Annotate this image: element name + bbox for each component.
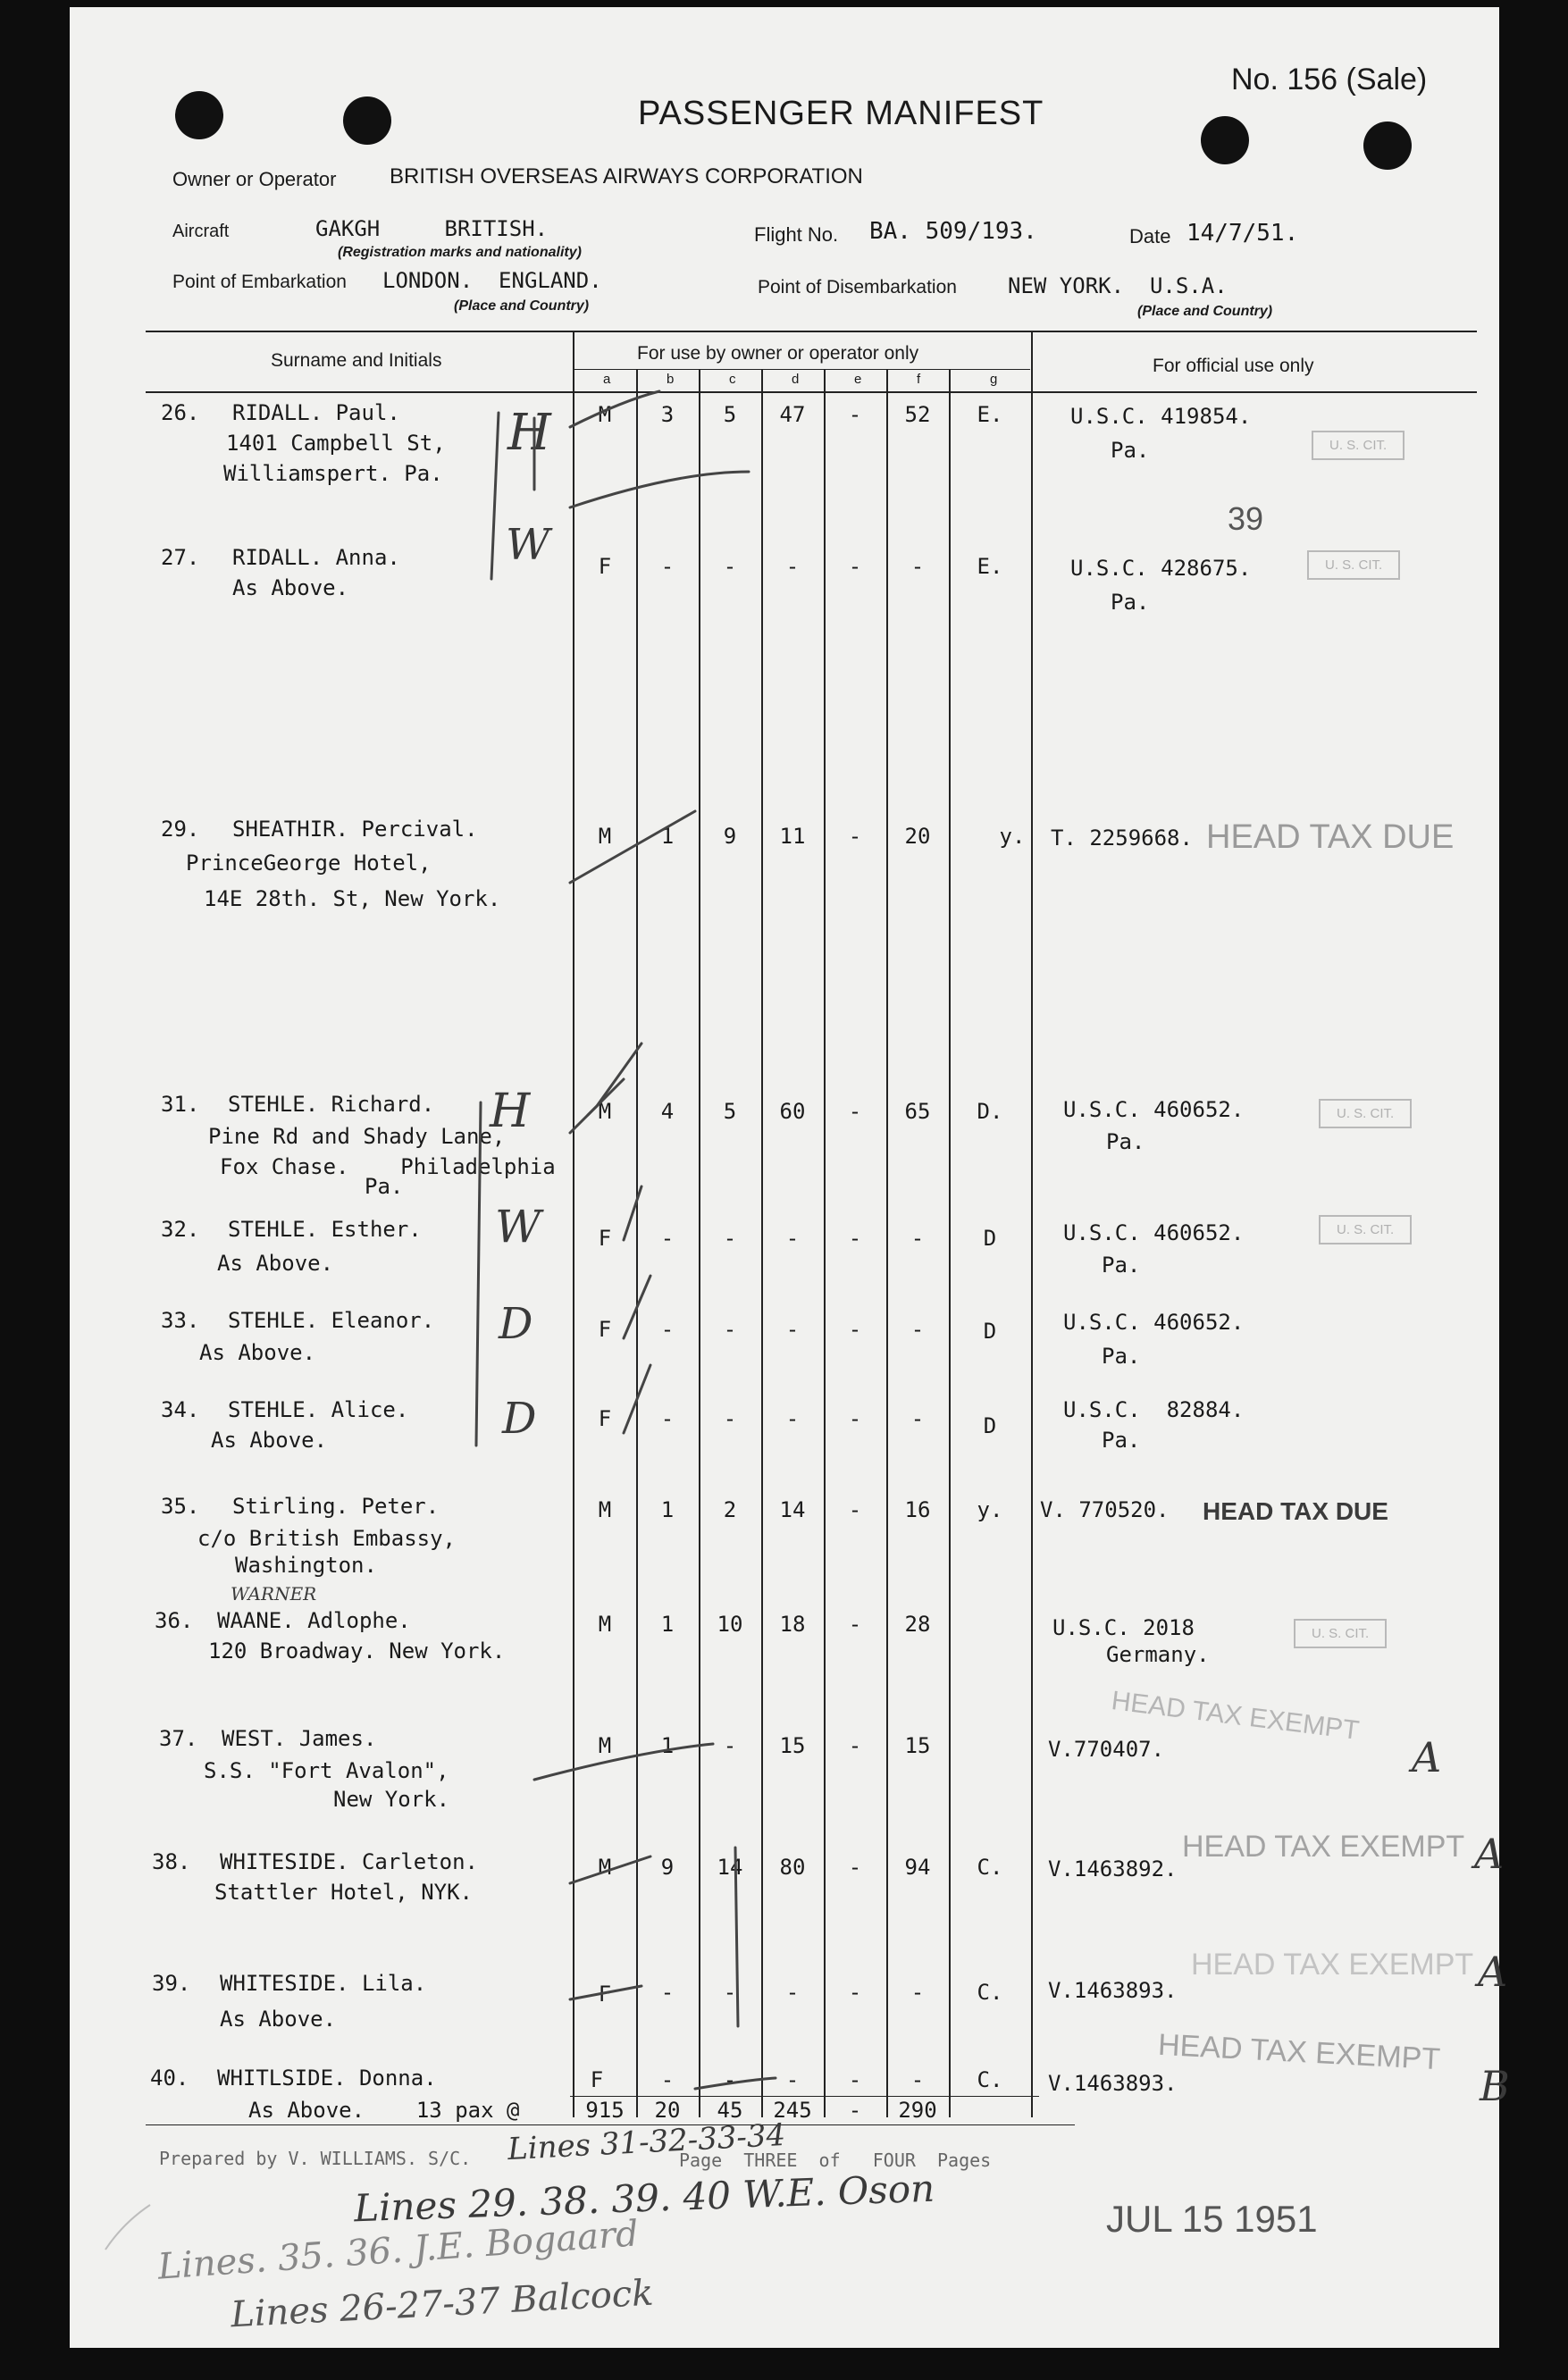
cell-f: - [910,2067,925,2092]
cell-a: M [598,1612,612,1637]
page-title: PASSENGER MANIFEST [638,95,1044,132]
cell-d: 47 [779,402,806,427]
cell-b: - [660,2067,675,2092]
cell-d: 14 [779,1497,806,1522]
row-number: 38. [152,1849,191,1874]
passenger-name: STEHLE. Esther. [228,1217,422,1242]
cell-e: - [848,1497,862,1522]
embarkation-note: (Place and Country) [454,298,590,314]
row-number: 33. [161,1308,200,1333]
cell-a: M [598,824,612,849]
cell-b: 1 [660,1733,675,1758]
head-tax-exempt-stamp: HEAD TAX EXEMPT [1110,1686,1361,1746]
official-id: V.1463893. [1048,1978,1178,2003]
disembarkation-label: Point of Disembarkation [758,277,957,298]
cell-a: F [590,2067,604,2092]
passenger-address: As Above. [232,575,349,600]
cell-g: y. [977,1497,1003,1522]
passenger-address: 1401 Campbell St, [226,431,446,456]
aircraft-value: GAKGH BRITISH. [315,216,549,241]
head-tax-exempt-stamp: HEAD TAX EXEMPT [1157,2027,1441,2077]
cell-d: - [785,2067,800,2092]
cell-c: - [723,1226,737,1251]
cell-e: - [848,2067,862,2092]
cell-b: 9 [660,1855,675,1880]
cell-a: M [598,1099,612,1124]
col-b-header: b [667,372,675,387]
passenger-address: c/o British Embassy, [197,1526,456,1551]
cell-f: 20 [904,824,931,849]
cell-g: E. [977,554,1003,579]
passenger-address: New York. [333,1787,450,1812]
handwritten-lines-note: Lines 29. 38. 39. 40 W.E. Oson [353,2166,935,2231]
passenger-address: Williamspert. Pa. [223,461,443,486]
passenger-address: As Above. [217,1251,334,1276]
handwritten-strokes [70,7,1499,2348]
passenger-name: WHITESIDE. Carleton. [220,1849,478,1874]
passenger-name: STEHLE. Alice. [228,1397,409,1422]
cell-g: C. [977,1855,1003,1880]
official-state: Germany. [1106,1642,1210,1667]
disembarkation-note: (Place and Country) [1137,304,1273,319]
official-id: U.S.C. 428675. [1070,556,1252,581]
surname-header: Surname and Initials [271,350,442,371]
passenger-address: 120 Broadway. New York. [208,1638,506,1663]
passenger-address: Pine Rd and Shady Lane, [208,1124,506,1149]
row-number: 37. [159,1726,198,1751]
passenger-name: STEHLE. Eleanor. [228,1308,435,1333]
row-number: 35. [161,1494,200,1519]
cell-e: - [848,1406,862,1431]
embarkation-value: LONDON. ENGLAND. [382,268,602,293]
cell-g: C. [977,1980,1003,2005]
cell-a: M [598,1497,612,1522]
cell-b: 1 [660,1497,675,1522]
cell-a: M [598,402,612,427]
cell-b: - [660,1980,675,2005]
official-id: U.S.C. 82884. [1063,1397,1245,1422]
official-use-header: For official use only [1153,356,1314,376]
passenger-address: As Above. [199,1340,316,1365]
cell-d: 60 [779,1099,806,1124]
head-tax-exempt-stamp: HEAD TAX EXEMPT [1191,1948,1474,1982]
row-number: 26. [161,400,200,425]
official-id: V.770407. [1048,1737,1165,1762]
official-id: U.S.C. 460652. [1063,1310,1245,1335]
passenger-address: 14E 28th. St, New York. [204,886,501,911]
us-cit-stamp: U. S. CIT. [1319,1215,1412,1244]
official-state: Pa. [1102,1428,1141,1453]
exempt-mark: B [1480,2062,1510,2110]
handwritten-mark: D [502,1394,537,1444]
row-number: 31. [161,1092,200,1117]
cell-d: - [785,1980,800,2005]
total-f: 290 [898,2098,937,2123]
page-count-stamp: 39 [1228,500,1264,537]
cell-e: - [848,1980,862,2005]
handwritten-lines-note: Lines. 35. 36. J.E. Bogaard [156,2213,641,2288]
cell-f: 94 [904,1855,931,1880]
cell-f: - [910,554,925,579]
official-state: Pa. [1102,1344,1141,1369]
passenger-name: WHITESIDE. Lila. [220,1971,427,1996]
total-e: - [848,2098,862,2123]
manifest-number: No. 156 (Sale) [1231,63,1428,96]
cell-e: - [848,1317,862,1342]
cell-e: - [848,1733,862,1758]
cell-c: 10 [717,1612,743,1637]
official-id: T. 2259668. [1051,825,1193,851]
official-state: Pa. [1102,1253,1141,1278]
official-state: Pa. [1111,590,1150,615]
passenger-name: STEHLE. Richard. [228,1092,435,1117]
manifest-sheet [70,7,1510,2348]
cell-c: - [723,2067,737,2092]
cell-b: - [660,1317,675,1342]
cell-e: - [848,1855,862,1880]
row-number: 32. [161,1217,200,1242]
passenger-address: Pa. [365,1174,404,1199]
cell-g: D [983,1226,997,1251]
handwritten-surname: WARNER [231,1583,317,1605]
official-id: U.S.C. 460652. [1063,1097,1245,1122]
head-tax-exempt-stamp: HEAD TAX EXEMPT [1182,1830,1465,1864]
total-d: 245 [773,2098,812,2123]
row-number: 29. [161,817,200,842]
passenger-name: RIDALL. Paul. [232,400,400,425]
handwritten-mark: W [506,520,550,570]
cell-f: 28 [904,1612,931,1637]
handwritten-mark: H [490,1085,531,1138]
cell-a: F [598,1406,612,1431]
prepared-by: Prepared by V. WILLIAMS. S/C. [159,2148,472,2169]
col-a-header: a [603,372,611,387]
cell-g: y. [999,824,1026,849]
cell-d: - [785,1317,800,1342]
exempt-mark: A [1474,1830,1505,1878]
cell-a: F [598,1317,612,1342]
row-number: 36. [155,1608,194,1633]
embarkation-label: Point of Embarkation [172,272,347,292]
cell-c: 5 [723,402,737,427]
cell-g: D. [977,1099,1003,1124]
handwritten-lines-note: Lines 26-27-37 Balcock [230,2272,655,2336]
exempt-mark: A [1412,1733,1442,1781]
handwritten-lines-note: Lines 31-32-33-34 [507,2116,787,2168]
passenger-address: Washington. [235,1553,377,1578]
total-b: 20 [654,2098,681,2123]
cell-d: - [785,554,800,579]
cell-d: 15 [779,1733,806,1758]
cell-b: - [660,1226,675,1251]
flight-value: BA. 509/193. [869,218,1037,245]
cell-a: M [598,1855,612,1880]
passenger-address: S.S. "Fort Avalon", [204,1758,449,1783]
col-e-header: e [854,372,862,387]
passenger-name: WEST. James. [222,1726,377,1751]
owner-use-header: For use by owner or operator only [637,343,919,364]
received-date-stamp: JUL 15 1951 [1106,2198,1318,2240]
passenger-name: WAANE. Adlophe. [217,1608,411,1633]
cell-d: - [785,1406,800,1431]
total-c: 45 [717,2098,743,2123]
row-number: 27. [161,545,200,570]
cell-g: E. [977,402,1003,427]
cell-b: 1 [660,824,675,849]
date-label: Date [1129,225,1171,247]
cell-f: 52 [904,402,931,427]
cell-e: - [848,1226,862,1251]
aircraft-note: (Registration marks and nationality) [338,245,582,260]
cell-g: D [983,1319,997,1344]
cell-b: - [660,554,675,579]
cell-b: 4 [660,1099,675,1124]
aircraft-label: Aircraft [172,222,230,241]
passenger-address: Stattler Hotel, NYK. [214,1880,473,1905]
disembarkation-value: NEW YORK. U.S.A. [1008,273,1228,298]
cell-e: - [848,1099,862,1124]
cell-f: - [910,1317,925,1342]
official-id: V.1463892. [1048,1856,1178,1881]
total-a: 915 [585,2098,625,2123]
row-number: 40. [150,2066,189,2091]
cell-c: 5 [723,1099,737,1124]
cell-b: 3 [660,402,675,427]
official-state: Pa. [1106,1129,1145,1154]
cell-f: 65 [904,1099,931,1124]
owner-value: BRITISH OVERSEAS AIRWAYS CORPORATION [390,164,863,189]
cell-d: 11 [779,824,806,849]
head-tax-due-stamp: HEAD TAX DUE [1206,818,1455,856]
page-of-pages: Page THREE of FOUR Pages [679,2150,992,2171]
head-tax-due-stamp: HEAD TAX DUE [1203,1497,1388,1525]
passenger-name: WHITLSIDE. Donna. [217,2066,437,2091]
cell-b: 1 [660,1612,675,1637]
passenger-name: RIDALL. Anna. [232,545,400,570]
cell-c: - [723,1317,737,1342]
cell-a: F [598,1226,612,1251]
handwritten-mark: D [499,1299,533,1349]
us-cit-stamp: U. S. CIT. [1312,431,1404,460]
official-id: V.1463893. [1048,2071,1178,2096]
official-id: U.S.C. 460652. [1063,1220,1245,1245]
date-value: 14/7/51. [1186,220,1299,247]
us-cit-stamp: U. S. CIT. [1319,1099,1412,1128]
cell-e: - [848,402,862,427]
us-cit-stamp: U. S. CIT. [1294,1619,1387,1648]
cell-d: 80 [779,1855,806,1880]
passenger-address: Fox Chase. Philadelphia [220,1154,556,1179]
row-number: 34. [161,1397,200,1422]
official-state: Pa. [1111,438,1150,463]
handwritten-mark: W [495,1201,541,1253]
cell-f: 15 [904,1733,931,1758]
handwritten-mark: H [507,404,551,462]
cell-a: F [598,1982,612,2007]
col-d-header: d [792,372,800,387]
row-number: 39. [152,1971,191,1996]
cell-b: - [660,1406,675,1431]
cell-c: - [723,1980,737,2005]
cell-f: - [910,1406,925,1431]
owner-label: Owner or Operator [172,168,337,190]
cell-d: 18 [779,1612,806,1637]
cell-c: 14 [717,1855,743,1880]
cell-a: M [598,1733,612,1758]
passenger-address: As Above. [220,2007,337,2032]
cell-f: - [910,1980,925,2005]
totals-label: As Above. 13 pax @ [248,2098,520,2123]
official-id: V. 770520. [1040,1497,1170,1522]
official-id: U.S.C. 419854. [1070,404,1252,429]
passenger-address: PrinceGeorge Hotel, [186,851,432,876]
cell-c: - [723,554,737,579]
cell-c: - [723,1733,737,1758]
cell-c: - [723,1406,737,1431]
col-c-header: c [729,372,736,387]
flight-label: Flight No. [754,223,839,246]
passenger-name: Stirling. Peter. [232,1494,440,1519]
official-id: U.S.C. 2018 [1052,1615,1195,1640]
cell-g: C. [977,2067,1003,2092]
exempt-mark: A [1478,1948,1508,1996]
col-g-header: g [990,372,998,387]
cell-f: 16 [904,1497,931,1522]
cell-c: 2 [723,1497,737,1522]
cell-c: 9 [723,824,737,849]
cell-d: - [785,1226,800,1251]
us-cit-stamp: U. S. CIT. [1307,550,1400,580]
cell-a: F [598,554,612,579]
cell-e: - [848,554,862,579]
passenger-name: SHEATHIR. Percival. [232,817,478,842]
cell-e: - [848,1612,862,1637]
col-f-header: f [917,372,921,387]
cell-f: - [910,1226,925,1251]
cell-g: D [983,1413,997,1438]
passenger-address: As Above. [211,1428,328,1453]
cell-e: - [848,824,862,849]
